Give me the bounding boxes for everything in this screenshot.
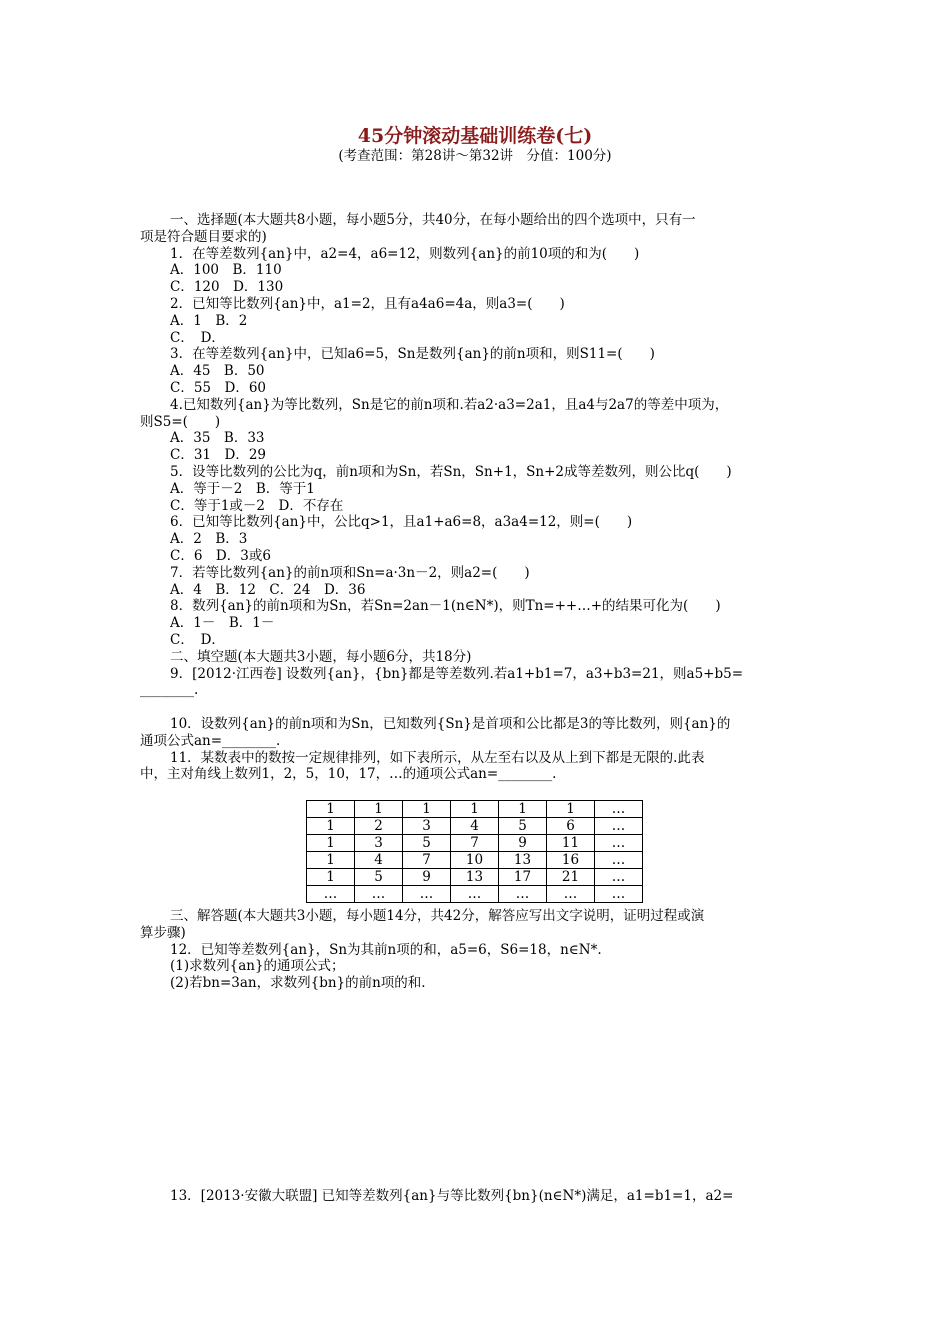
table-cell: … <box>499 886 547 903</box>
table-cell: 4 <box>355 852 403 869</box>
options: C．等于1或－2 D．不存在 <box>170 497 344 514</box>
table-cell: 1 <box>547 801 595 818</box>
table-cell: 1 <box>355 801 403 818</box>
options: A．4 B．12 C．24 D．36 <box>170 581 366 598</box>
options: C． D． <box>170 329 225 346</box>
options: C．55 D．60 <box>170 379 267 396</box>
table-cell: … <box>547 886 595 903</box>
table-cell: … <box>355 886 403 903</box>
options: C．120 D．130 <box>170 279 284 296</box>
question-12-part-1: (1)求数列{an}的通项公式； <box>170 958 345 975</box>
table-cell: … <box>307 886 355 903</box>
options: C．31 D．29 <box>170 447 267 464</box>
table-cell: 1 <box>307 835 355 852</box>
options: C． D． <box>170 631 225 648</box>
table-cell: … <box>595 886 643 903</box>
table-cell: 2 <box>355 818 403 835</box>
table-cell: 10 <box>451 852 499 869</box>
table-cell: 1 <box>307 801 355 818</box>
question-6: 6．已知等比数列{an}中，公比q>1，且a1+a6=8，a3a4=12，则=( ) <box>170 514 633 531</box>
page-subtitle: (考查范围：第28讲～第32讲 分值：100分) <box>338 148 612 164</box>
table-cell: 7 <box>403 852 451 869</box>
table-cell: 5 <box>403 835 451 852</box>
table-cell: … <box>595 852 643 869</box>
table-cell: … <box>595 869 643 886</box>
table-cell: 9 <box>403 869 451 886</box>
section-heading: 二、填空题(本大题共3小题，每小题6分，共18分) <box>170 648 472 665</box>
table-cell: 7 <box>451 835 499 852</box>
section-answer-cont <box>140 1188 820 1205</box>
section-heading: 一、选择题(本大题共8小题，每小题5分，共40分，在每小题给出的四个选项中，只有一 <box>170 212 696 228</box>
question-13: 13．[2013·安徽大联盟] 已知等差数列{an}与等比数列{bn}(n∈N*)满足，a1=b1=1，a2= <box>170 1188 734 1204</box>
question-12-part-2: (2)若bn=3an，求数列{bn}的前n项的和. <box>170 975 426 992</box>
table-cell: 5 <box>355 869 403 886</box>
table-cell: 5 <box>499 818 547 835</box>
table-row <box>307 886 643 903</box>
table-cell: 16 <box>547 852 595 869</box>
table-cell: 11 <box>547 835 595 852</box>
table-cell: … <box>595 835 643 852</box>
table-cell: 3 <box>355 835 403 852</box>
question-10-cont: 通项公式an=________. <box>140 732 281 749</box>
options: A．1 B．2 <box>170 312 248 329</box>
table-cell: … <box>451 886 499 903</box>
options: A．100 B．110 <box>170 262 282 279</box>
options: A．45 B．50 <box>170 363 265 380</box>
question-4: 4.已知数列{an}为等比数列，Sn是它的前n项和.若a2·a3=2a1，且a4与2a7的等差中项为， <box>170 396 729 413</box>
options: A．35 B．33 <box>170 430 265 447</box>
table-cell: 9 <box>499 835 547 852</box>
table-cell: 21 <box>547 869 595 886</box>
question-8: 8．数列{an}的前n项和为Sn，若Sn=2an－1(n∈N*)，则Tn=++…+的结果可化为( ) <box>170 598 721 615</box>
table-cell: 1 <box>307 852 355 869</box>
section-heading-cont: 算步骤) <box>140 924 186 941</box>
question-1: 1．在等差数列{an}中，a2=4，a6=12，则数列{an}的前10项的和为( ) <box>170 245 640 262</box>
table-cell: … <box>403 886 451 903</box>
options: A．1－ B．1－ <box>170 615 275 632</box>
question-3: 3．在等差数列{an}中，已知a6=5，Sn是数列{an}的前n项和，则S11=( ) <box>170 346 655 363</box>
section-heading-cont: 项是符合题目要求的) <box>140 228 267 245</box>
table-cell: 1 <box>307 818 355 835</box>
table-cell: 13 <box>499 852 547 869</box>
question-10: 10．设数列{an}的前n项和为Sn，已知数列{Sn}是首项和公比都是3的等比数列，则{an}的 <box>170 715 731 732</box>
section-choice <box>140 212 820 783</box>
table-cell: 1 <box>307 869 355 886</box>
table-row <box>307 852 643 869</box>
table-cell: 1 <box>403 801 451 818</box>
question-4-cont: 则S5=( ) <box>140 413 221 430</box>
table-cell: 3 <box>403 818 451 835</box>
options: A．等于－2 B．等于1 <box>170 480 315 497</box>
table-row <box>307 801 643 818</box>
table-cell: 17 <box>499 869 547 886</box>
options: C．6 D．3或6 <box>170 547 271 564</box>
table-row <box>307 818 643 835</box>
section-heading: 三、解答题(本大题共3小题，每小题14分，共42分，解答应写出文字说明，证明过程或演 <box>170 908 705 924</box>
section-answer <box>140 908 820 992</box>
table-row <box>307 869 643 886</box>
question-9: 9．[2012·江西卷] 设数列{an}，{bn}都是等差数列.若a1+b1=7，a3+b3=21，则a5+b5= <box>170 665 744 682</box>
table-cell: 1 <box>499 801 547 818</box>
options: A．2 B．3 <box>170 531 248 548</box>
number-table <box>306 800 643 903</box>
table-cell: 13 <box>451 869 499 886</box>
page-title: 45分钟滚动基础训练卷(七) <box>357 125 593 147</box>
question-5: 5．设等比数列的公比为q，前n项和为Sn，若Sn，Sn+1，Sn+2成等差数列，则公比q( ) <box>170 463 732 480</box>
table-row <box>307 835 643 852</box>
question-9-cont: ________. <box>140 682 199 699</box>
question-7: 7．若等比数列{an}的前n项和Sn=a·3n－2，则a2=( ) <box>170 564 530 581</box>
question-11-cont: 中，主对角线上数列1，2，5，10，17，…的通项公式an=________. <box>140 766 557 783</box>
table-cell: 1 <box>451 801 499 818</box>
question-2: 2．已知等比数列{an}中，a1=2，且有a4a6=4a，则a3=( ) <box>170 295 565 312</box>
question-11: 11．某数表中的数按一定规律排列，如下表所示，从左至右以及从上到下都是无限的.此表 <box>170 749 705 766</box>
table-cell: … <box>595 801 643 818</box>
table-cell: 6 <box>547 818 595 835</box>
table-cell: … <box>595 818 643 835</box>
question-12: 12．已知等差数列{an}，Sn为其前n项的和，a5=6，S6=18，n∈N*. <box>170 941 602 958</box>
table-cell: 4 <box>451 818 499 835</box>
